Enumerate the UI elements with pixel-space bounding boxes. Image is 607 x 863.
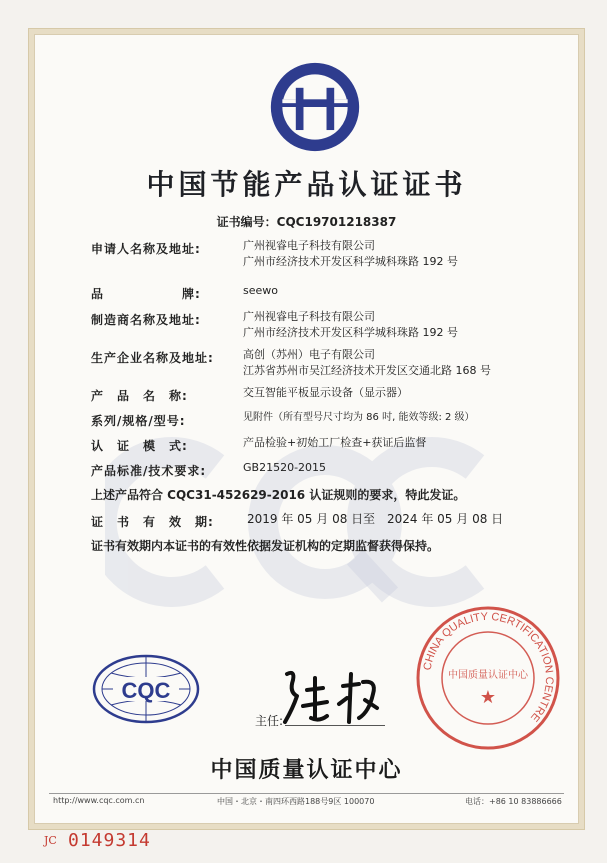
manufacturer-name: 广州视睿电子科技有限公司: [243, 310, 375, 323]
factory-label: 生产企业名称及地址:: [91, 351, 214, 365]
energy-saving-logo-icon: [267, 59, 363, 155]
footer-website: http://www.cqc.com.cn: [53, 796, 145, 805]
cqc-logo-icon: [91, 653, 201, 725]
certificate-number: 证书编号：CQC19701218387: [216, 215, 397, 229]
cqc-logo-text: CQC: [121, 678, 171, 703]
mode-label: 认 证 模 式:: [91, 439, 188, 453]
validity-to: 2024 年 05 月 08 日: [387, 512, 504, 526]
applicant-label: 申请人名称及地址:: [91, 242, 201, 256]
serial-prefix: JC: [44, 834, 57, 847]
standard-value: GB21520-2015: [243, 461, 327, 474]
product-label: 产 品 名 称:: [91, 389, 188, 403]
seal-star-icon: ★: [479, 687, 497, 708]
validity-label: 证 书 有 效 期:: [91, 515, 214, 529]
certificate-title: 中国节能产品认证证书: [146, 168, 467, 201]
serial-number: 0149314: [68, 830, 151, 851]
applicant-name: 广州视睿电子科技有限公司: [243, 239, 375, 252]
factory-name: 高创（苏州）电子有限公司: [243, 348, 375, 361]
issuing-organization: 中国质量认证中心: [210, 758, 403, 783]
product-value: 交互智能平板显示设备（显示器）: [243, 386, 408, 399]
brand-value: seewo: [243, 284, 278, 297]
signature-label: 主任:: [255, 714, 284, 728]
manufacturer-label: 制造商名称及地址:: [91, 313, 201, 327]
manufacturer-address: 广州市经济技术开发区科学城科珠路 192 号: [243, 326, 458, 339]
validity-to-word: 至: [363, 512, 376, 526]
validity-from: 2019 年 05 月 08 日: [247, 512, 364, 526]
factory-address: 江苏省苏州市吴江经济技术开发区交通北路 168 号: [243, 364, 491, 377]
model-value: 见附件（所有型号尺寸均为 86 吋, 能效等级: 2 级）: [243, 412, 475, 423]
model-label: 系列/规格/型号:: [91, 414, 186, 428]
brand-label: 品 牌:: [91, 287, 201, 301]
standard-label: 产品标准/技术要求:: [91, 464, 207, 478]
certificate-sheet: [34, 34, 579, 824]
signature-line: [285, 725, 385, 726]
seal-inner-text: 中国质量认证中心: [448, 670, 528, 681]
certification-seal: [413, 603, 563, 753]
conformity-statement: 上述产品符合 CQC31-452629-2016 认证规则的要求，特此发证。: [91, 488, 466, 502]
seal-outer-text: CHINA QUALITY CERTIFICATION CENTRE: [421, 610, 556, 724]
applicant-address: 广州市经济技术开发区科学城科珠路 192 号: [243, 255, 458, 268]
mode-value: 产品检验+初始工厂检查+获证后监督: [243, 436, 427, 449]
validity-note: 证书有效期内本证书的有效性依据发证机构的定期监督获得保持。: [91, 539, 440, 553]
footer-divider: [49, 793, 564, 794]
footer-phone: 电话：+86 10 83886666: [465, 797, 562, 806]
director-signature: [273, 660, 393, 730]
footer-address: 中国・北京・南四环西路188号9区 100070: [217, 797, 375, 806]
